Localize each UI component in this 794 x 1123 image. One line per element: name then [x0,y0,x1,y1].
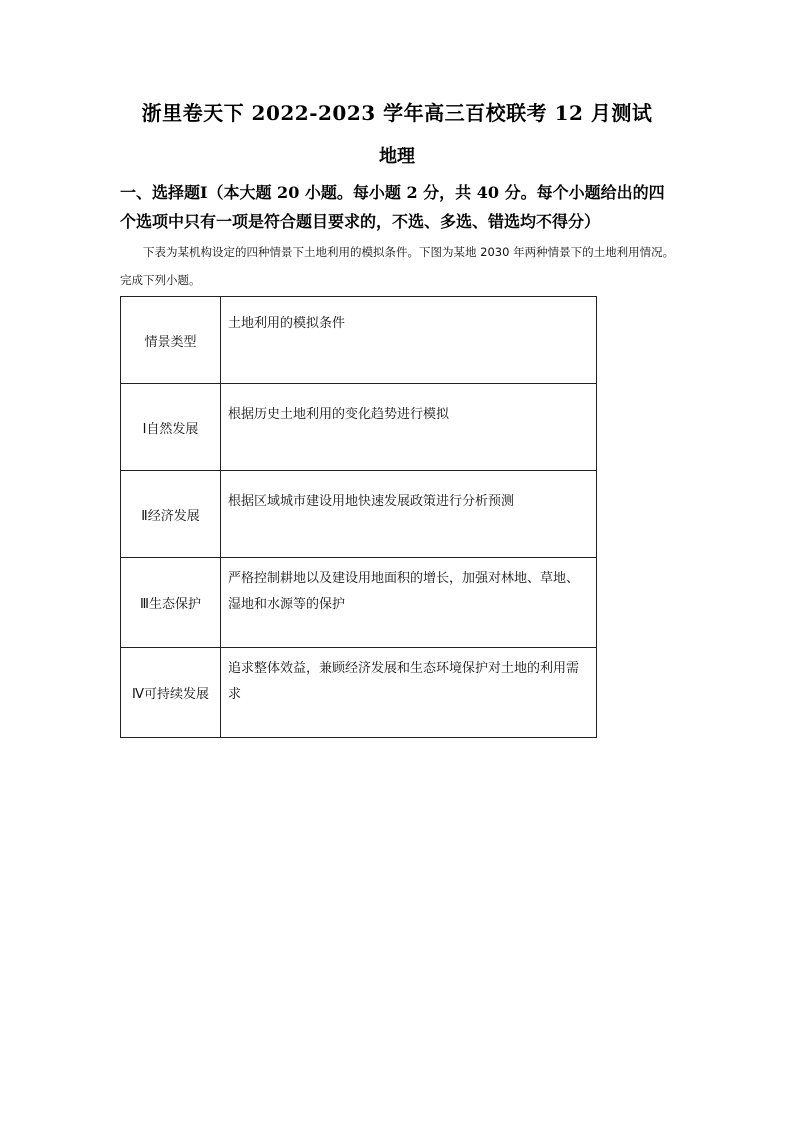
subject-title: 地理 [379,146,415,167]
table-row [121,558,597,648]
scenario-condition-cell: 严格控制耕地以及建设用地面积的增长，加强对林地、草地、湿地和水源等的保护 [221,558,597,648]
scenario-type-cell: Ⅱ经济发展 [121,471,221,558]
table-header-row [121,297,597,384]
table-row [121,648,597,738]
scenario-condition-cell: 根据区域城市建设用地快速发展政策进行分析预测 [221,471,597,558]
scenario-type-cell: Ⅲ生态保护 [121,558,221,648]
table-row [121,384,597,471]
header-cell-condition: 土地利用的模拟条件 [221,297,597,384]
scenario-condition-cell: 根据历史土地利用的变化趋势进行模拟 [221,384,597,471]
scenario-table [120,296,597,738]
table-row [121,471,597,558]
section-heading: 一、选择题Ⅰ（本大题 20 小题。每小题 2 分，共 40 分。每个小题给出的四个选项中只有一项是符合题目要求的，不选、多选、错选均不得分） [120,183,665,231]
scenario-type-cell: Ⅳ可持续发展 [121,648,221,738]
question-intro: 下表为某机构设定的四种情景下土地利用的模拟条件。下图为某地 2030 年两种情景下的土地利用情况。完成下列小题。 [120,245,675,287]
header-cell-type: 情景类型 [121,297,221,384]
document-title: 浙里卷天下 2022-2023 学年高三百校联考 12 月测试 [141,101,653,125]
scenario-condition-cell: 追求整体效益，兼顾经济发展和生态环境保护对土地的利用需求 [221,648,597,738]
scenario-type-cell: Ⅰ自然发展 [121,384,221,471]
